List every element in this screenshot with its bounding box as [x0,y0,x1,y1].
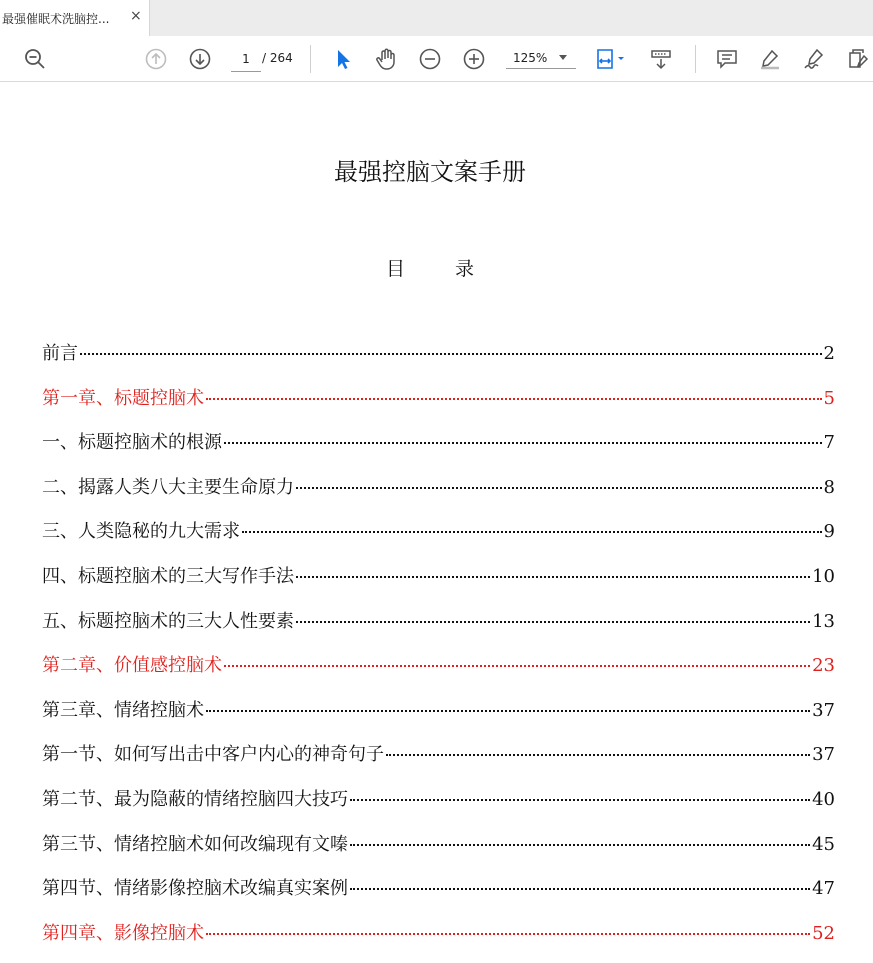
toc-leader-dots [80,353,822,355]
toc-entry[interactable] [42,919,835,963]
toc-heading: 目 录 [385,258,497,280]
chevron-down-icon [559,55,567,60]
toc-entry-label: 第一节、如何写出击中客户内心的神奇句子 [42,744,384,766]
fill-sign-icon[interactable] [845,46,871,72]
close-icon[interactable]: × [130,8,142,24]
toc-entry[interactable] [42,384,835,429]
toc-entry-label: 第四章、影像控脑术 [42,922,204,944]
toc-entry[interactable] [42,607,835,652]
highlight-icon[interactable] [757,46,783,72]
toolbar-divider [310,45,311,73]
toc-leader-dots [206,398,822,400]
zoom-value: 125% [513,51,548,65]
toc-entry-label: 一、标题控脑术的根源 [42,432,222,454]
toc-entry-page: 37 [812,699,835,721]
page-number-input[interactable] [231,47,261,72]
toc-leader-dots [386,754,810,756]
toc-leader-dots [206,710,810,712]
toc-entry[interactable] [42,830,835,875]
toc-entry-label: 第二章、价值感控脑术 [42,655,222,677]
document-title: 最强控脑文案手册 [334,158,526,186]
toc-entry[interactable] [42,517,835,562]
toc-leader-dots [350,888,810,890]
toolbar [0,36,873,82]
toc-leader-dots [224,442,822,444]
toc-entry-label: 前言 [42,343,78,364]
toc-entry[interactable] [42,874,835,919]
toc-leader-dots [242,531,822,533]
toc-entry-page: 52 [812,922,835,944]
toc-entry-page: 8 [823,476,835,498]
select-cursor-icon[interactable] [330,46,356,72]
toolbar-divider [695,45,696,73]
toc-entry-label: 三、人类隐秘的九大需求 [42,521,240,543]
hand-tool-icon[interactable] [373,46,399,72]
zoom-in-icon[interactable] [461,46,487,72]
toc-entry-page: 9 [823,521,835,543]
toc-entry[interactable] [42,785,835,830]
toc-entry-label: 第二节、最为隐蔽的情绪控脑四大技巧 [42,788,348,810]
toc-entry-label: 五、标题控脑术的三大人性要素 [42,610,294,632]
page-total: / 264 [262,51,293,65]
toc-entry[interactable] [42,428,835,473]
toc-entry[interactable] [42,740,835,785]
toc-leader-dots [296,621,810,623]
toc-entry-label: 第四节、情绪影像控脑术改编真实案例 [42,878,348,900]
toc-entry-page: 23 [812,655,835,677]
toc-entry-page: 37 [812,744,835,766]
document-page [0,82,873,960]
toc-leader-dots [350,844,810,846]
toc-entry-page: 5 [823,387,835,409]
toc-leader-dots [296,576,810,578]
zoom-out-icon[interactable] [417,46,443,72]
toc-entry-page: 47 [812,878,835,900]
toc-entry-page: 2 [823,343,835,364]
fit-page-icon[interactable] [594,46,628,72]
zoom-select[interactable] [506,47,576,69]
tab-title: 最强催眠术洗脑控... [2,12,110,26]
toc-entry-page: 7 [823,432,835,454]
sign-icon[interactable] [801,46,827,72]
toc-leader-dots [206,933,810,935]
previous-page-icon[interactable] [143,46,169,72]
toc-leader-dots [350,799,810,801]
toc-entry[interactable] [42,651,835,696]
toc-leader-dots [224,665,810,667]
zoom-search-icon[interactable] [22,46,48,72]
toc-entry-page: 40 [812,788,835,810]
toc-entry-label: 第三章、情绪控脑术 [42,699,204,721]
toc-leader-dots [296,487,822,489]
toc-entry-label: 四、标题控脑术的三大写作手法 [42,565,294,587]
toc-entry-label: 第一章、标题控脑术 [42,387,204,409]
toc-entry[interactable] [42,562,835,607]
tab-bar [0,0,873,36]
toc-entry[interactable] [42,696,835,741]
table-of-contents [42,339,835,963]
comment-icon[interactable] [714,46,740,72]
toc-entry-page: 13 [812,610,835,632]
toc-entry-label: 二、揭露人类八大主要生命原力 [42,476,294,498]
toc-entry-page: 45 [812,833,835,855]
toc-entry[interactable] [42,339,835,384]
toc-entry[interactable] [42,473,835,518]
next-page-icon[interactable] [187,46,213,72]
toc-entry-label: 第三节、情绪控脑术如何改编现有文嗪 [42,833,348,855]
scroll-mode-icon[interactable] [648,46,674,72]
toc-entry-page: 10 [812,565,835,587]
document-tab[interactable] [0,0,150,36]
